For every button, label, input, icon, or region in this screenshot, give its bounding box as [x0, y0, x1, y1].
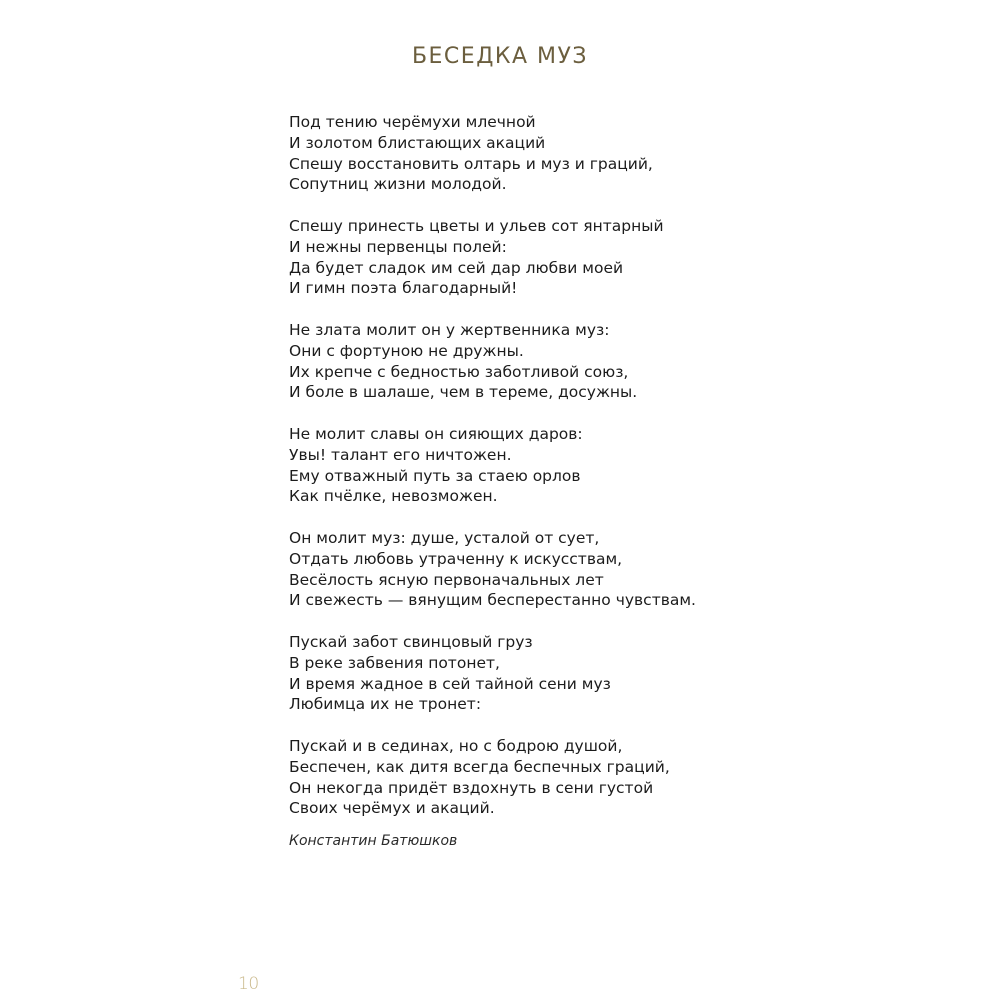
poem-line: Ему отважный путь за стаею орлов	[289, 466, 581, 485]
poem-line: Как пчёлке, невозможен.	[289, 487, 498, 506]
poem-line: Пускай забот свинцовый груз	[289, 632, 533, 651]
poem-line: Своих черёмух и акаций.	[289, 799, 495, 818]
poem-line: Он молит муз: душе, усталой от сует,	[289, 528, 600, 547]
poem-line: И гимн поэта благодарный!	[289, 279, 518, 298]
stanza	[289, 424, 809, 507]
poem-line: И золотом блистающих акаций	[289, 133, 546, 152]
poem-line: И свежесть — вянущим бесперестанно чувствам.	[289, 591, 696, 610]
poem-line: Любимца их не тронет:	[289, 695, 482, 714]
poem-line: Под тению черёмухи млечной	[289, 113, 536, 131]
poem-line: Беспечен, как дитя всегда беспечных граций,	[289, 757, 670, 776]
poem-line: Да будет сладок им сей дар любви моей	[289, 258, 624, 277]
poem-line: Спешу восстановить олтарь и муз и граций,	[289, 154, 653, 173]
poem-line: Они с фортуною не дружны.	[289, 341, 524, 360]
poem-author: Константин Батюшков	[289, 833, 458, 850]
poem-line: Спешу принесть цветы и ульев сот янтарный	[289, 216, 664, 235]
poem-line: Увы! талант его ничтожен.	[289, 445, 512, 464]
poem-line: Не молит славы он сияющих даров:	[289, 424, 583, 443]
poem-title: БЕСЕДКА МУЗ	[411, 44, 589, 69]
stanza	[289, 320, 809, 403]
stanza	[289, 632, 809, 715]
poem-line: Не злата молит он у жертвенника муз:	[289, 320, 610, 339]
stanza	[289, 528, 809, 611]
poem-line: Их крепче с бедностью заботливой союз,	[289, 362, 629, 381]
poem-line: Пускай и в сединах, но с бодрою душой,	[289, 736, 623, 755]
page-number: 10	[238, 974, 259, 994]
poem-line: И боле в шалаше, чем в тереме, досужны.	[289, 383, 638, 402]
poem-line: В реке забвения потонет,	[289, 653, 500, 672]
poem-line: И время жадное в сей тайной сени муз	[289, 674, 611, 693]
poem-body	[289, 112, 809, 852]
stanza	[289, 736, 809, 819]
poem-line: И нежны первенцы полей:	[289, 237, 507, 256]
poem-line: Он некогда придёт вздохнуть в сени густой	[289, 778, 654, 797]
stanza	[289, 216, 809, 299]
stanza	[289, 112, 809, 195]
poem-line: Сопутниц жизни молодой.	[289, 175, 507, 194]
poem-line: Весёлость ясную первоначальных лет	[289, 570, 604, 589]
poem-line: Отдать любовь утраченну к искусствам,	[289, 549, 623, 568]
